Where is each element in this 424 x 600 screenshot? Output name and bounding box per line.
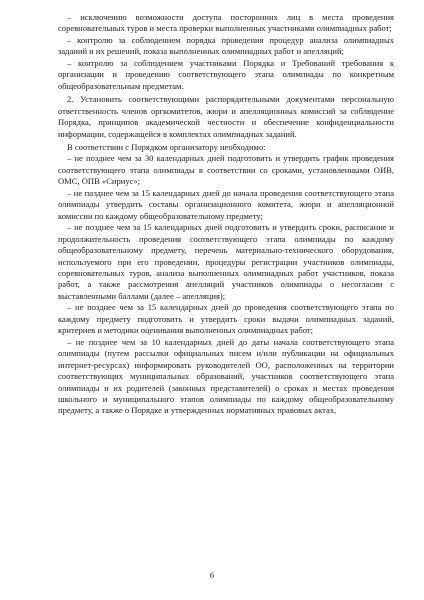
list-item-analysis-control: – контролю за соблюдением порядка проведения процедур анализа олимпиадных заданий и их решений, показа выполненных олимпиадных работ и апелляций;	[58, 34, 394, 57]
list-item-timetable-15-days: – не позднее чем за 15 календарных дней подготовить и утвердить сроки, расписание и продолжительность проведения соответствующего этапа олимпиады по каждому общеобразовательному предмету, перечень материально-технического оборудования, используемого при его проведении, процедуры регистрации участников олимпиады, соревновательных туров, анализа выполненных олимпиадных работ участников, показа работ, а также рассмотрения апелляций участников олимпиады о несогласии с выставленными баллами (далее – апелляция);	[58, 222, 394, 301]
list-item-committees-15-days: – не позднее чем за 15 календарных дней до начала проведения соответствующего этапа олимпиады утвердить составы организационного комитета, жюри и апелляционной комиссии по каждому общеобразовательному предмету;	[58, 187, 394, 221]
document-body	[58, 12, 394, 417]
page-number: 6	[209, 570, 215, 580]
list-item-tasks-15-days: – не позднее чем за 15 календарных дней до проведения соответствующего этапа по каждому предмету подготовить и утвердить сроки выдачи олимпиадных заданий, критериев и методики оценивания выполненных олимпиадных работ;	[58, 302, 394, 336]
paragraph-responsibility: 2. Установить соответствующими распорядительными документами персональную ответственность членов оргкомитетов, жюри и апелляционных комиссий за соблюдение Порядка, принципов академической честности и обеспечение конфиденциальности информации, содержащейся в комплектах олимпиадных заданий.	[58, 94, 394, 139]
list-item-inform-10-days: – не позднее чем за 10 календарных дней до даты начала соответствующего этапа олимпиады (путем рассылки официальных писем и/или публикации на официальных интернет-ресурсах) информировать руководителей ОО, расположенных на территории соответствующих муниципальных образований, участников соответствующего этапа олимпиады и их родителей (законных представителей) о сроках и местах проведения школьного и муниципального этапов олимпиады по каждому общеобразовательному предмету, а также о Порядке и утвержденных нормативных правовых актах,	[58, 336, 394, 416]
paragraph-organizer-intro: В соответствии с Порядком организатору необходимо:	[67, 141, 266, 152]
list-item-access-restriction: – исключению возможности доступа посторонних лиц в места проведения соревновательных туров и места проверки выполненных участниками олимпиадных работ;	[58, 12, 394, 34]
list-item-participant-control: – контролю за соблюдением участниками Порядка и Требований требования к организации и проведению соответствующего этапа олимпиады по конкретным общеобразовательным предметам.	[58, 57, 394, 91]
list-item-schedule-30-days: – не позднее чем за 30 календарных дней подготовить и утвердить график проведения соответствующего этапа олимпиады в соответствии со сроками, установленными ОИВ, ОМС, ОПВ «Сириус»;	[58, 153, 394, 187]
